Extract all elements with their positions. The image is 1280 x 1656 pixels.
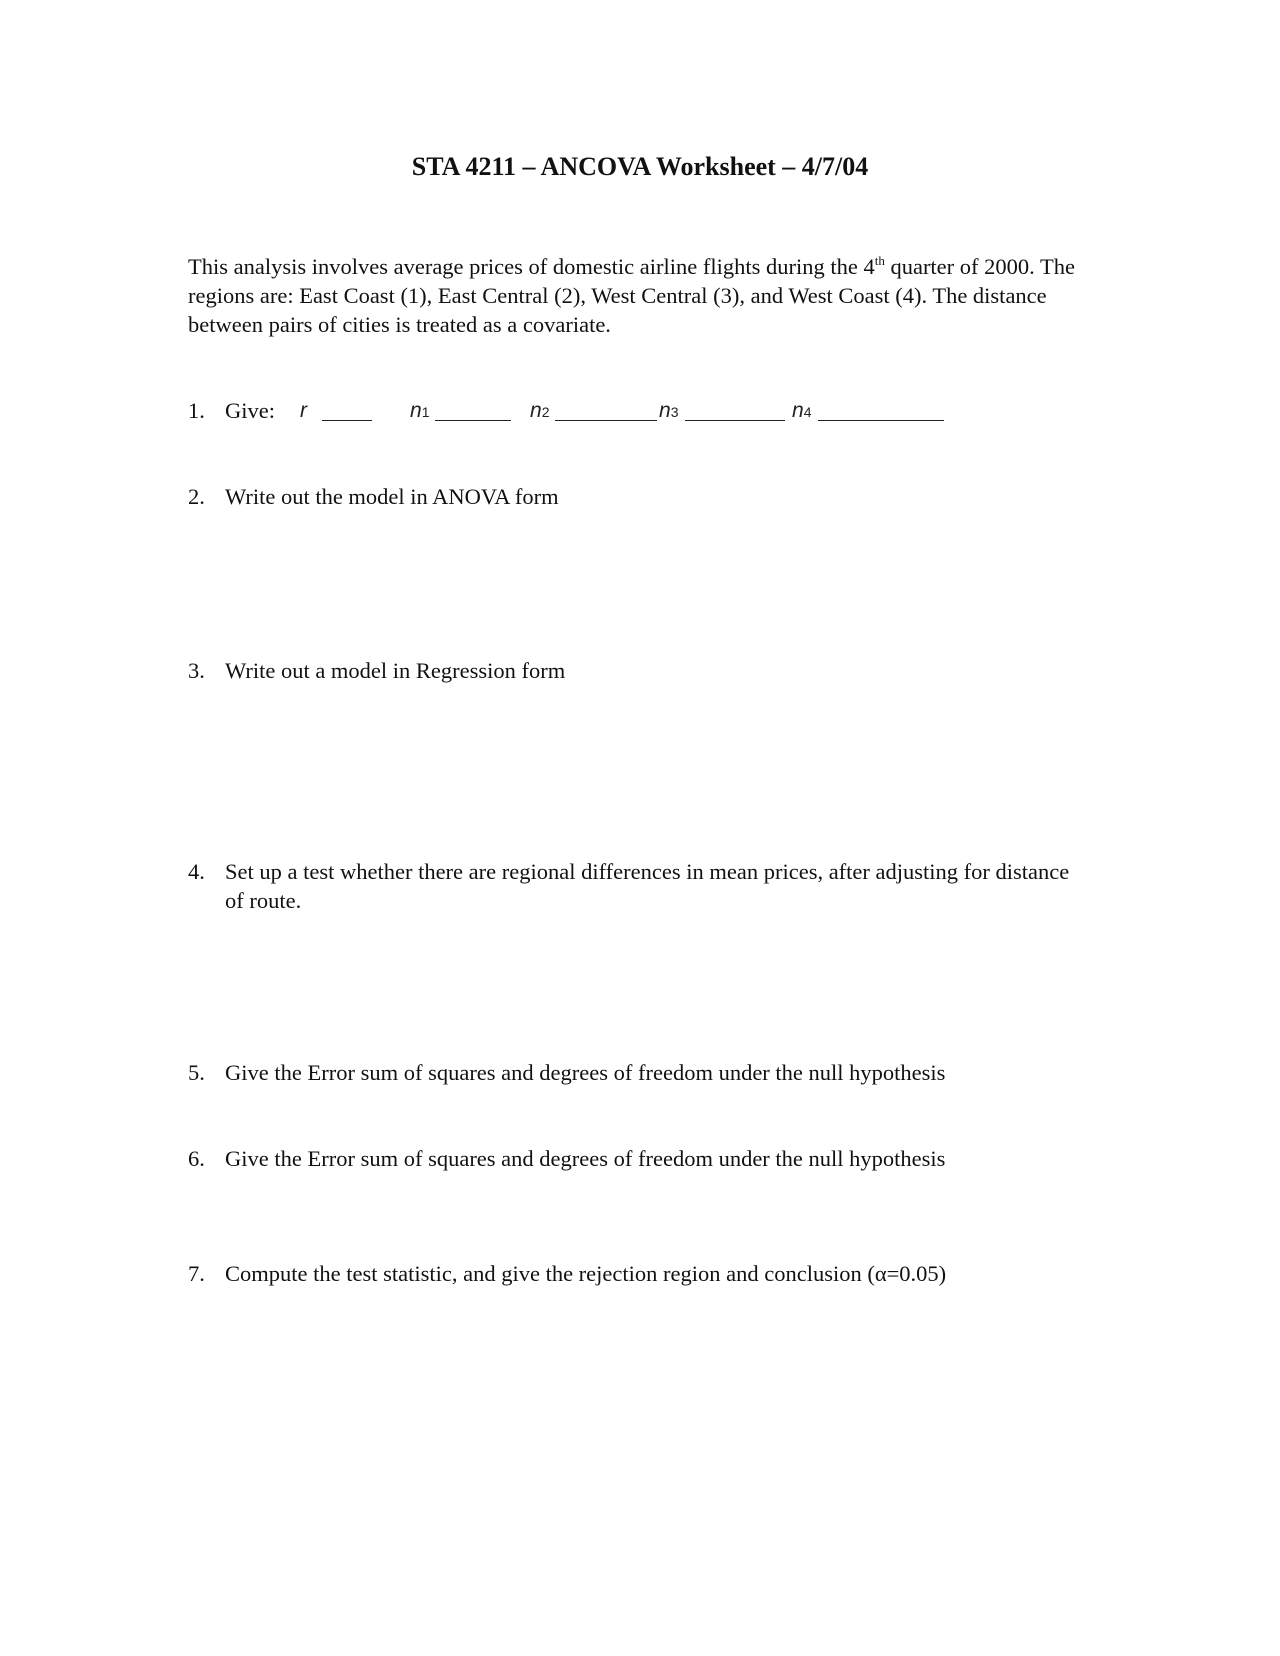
question-number: 1. [188, 398, 205, 423]
intro-text-part2: quarter of 2000. The regions are: East Coast (1), East Central (2), West Central (3), and West Coast (4). The distance between pairs of cities is treated as a covariate. [188, 254, 1075, 337]
question-1-label: Give: [225, 398, 275, 423]
r-variable: r [300, 399, 307, 422]
n4-variable [792, 396, 811, 427]
n1-answer-blank[interactable] [435, 420, 511, 421]
n4-letter: n [792, 399, 804, 422]
r-answer-blank[interactable] [322, 420, 372, 421]
n4-subscript: 4 [803, 404, 812, 420]
question-number: 2. [188, 484, 205, 509]
question-text: Compute the test statistic, and give the rejection region and conclusion (α=0.05) [225, 1261, 947, 1286]
intro-paragraph [188, 252, 1088, 339]
n3-letter: n [659, 399, 671, 422]
question-number: 5. [188, 1060, 205, 1085]
n4-answer-blank[interactable] [818, 420, 944, 421]
n3-answer-blank[interactable] [685, 420, 785, 421]
n3-variable [659, 396, 678, 427]
question-text: Give the Error sum of squares and degrees of freedom under the null hypothesis [225, 1146, 946, 1171]
n2-answer-blank[interactable] [555, 420, 657, 421]
n3-subscript: 3 [670, 404, 679, 420]
question-number: 3. [188, 658, 205, 683]
question-text: Give the Error sum of squares and degrees of freedom under the null hypothesis [225, 1060, 946, 1085]
n1-subscript: 1 [421, 404, 430, 420]
question-number: 6. [188, 1146, 205, 1171]
question-text: Set up a test whether there are regional differences in mean prices, after adjusting for distance of route. [225, 859, 1070, 913]
intro-text-part1: This analysis involves average prices of domestic airline flights during the 4 [188, 254, 875, 279]
intro-superscript: th [874, 253, 885, 268]
n2-letter: n [530, 399, 542, 422]
n2-subscript: 2 [541, 404, 550, 420]
n1-variable [410, 396, 429, 427]
page-title: STA 4211 – ANCOVA Worksheet – 4/7/04 [411, 152, 869, 181]
n2-variable [530, 396, 549, 427]
question-number: 4. [188, 859, 205, 884]
question-number: 7. [188, 1261, 205, 1286]
question-text: Write out a model in Regression form [225, 658, 566, 683]
n1-letter: n [410, 399, 422, 422]
question-text: Write out the model in ANOVA form [225, 484, 559, 509]
